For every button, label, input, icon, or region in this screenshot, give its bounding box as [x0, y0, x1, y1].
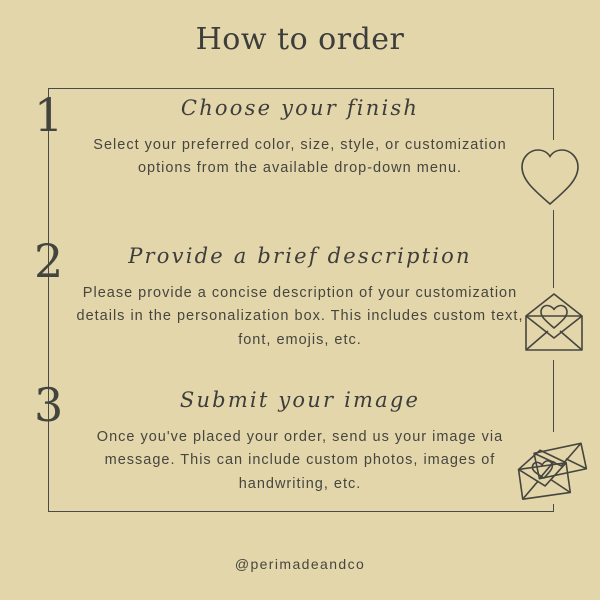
step-number: 1: [34, 88, 64, 142]
step-body: Select your preferred color, size, style, or customization options from the available drop-down menu.: [93, 137, 507, 177]
step-body: Once you've placed your order, send us your image via message. This can include custom photos, images of handwriting, etc.: [96, 429, 504, 492]
step-number: 2: [34, 234, 64, 288]
step-body: Please provide a concise description of your customization details in the personalization box. This includes custom text, font, emojis, etc.: [76, 285, 524, 348]
step-heading: Submit your image: [179, 388, 421, 412]
heart-icon: [512, 138, 588, 214]
brand-handle: @perimadeandco: [234, 556, 366, 572]
envelope-heart-icon: [512, 286, 592, 362]
double-envelope-heart-icon: [508, 428, 594, 508]
step-number: 3: [34, 378, 64, 432]
page-title: How to order: [195, 22, 405, 57]
list-item: [0, 88, 600, 181]
step-heading: Provide a brief description: [128, 244, 472, 268]
step-heading: Choose your finish: [180, 96, 420, 120]
list-item: [0, 234, 600, 352]
